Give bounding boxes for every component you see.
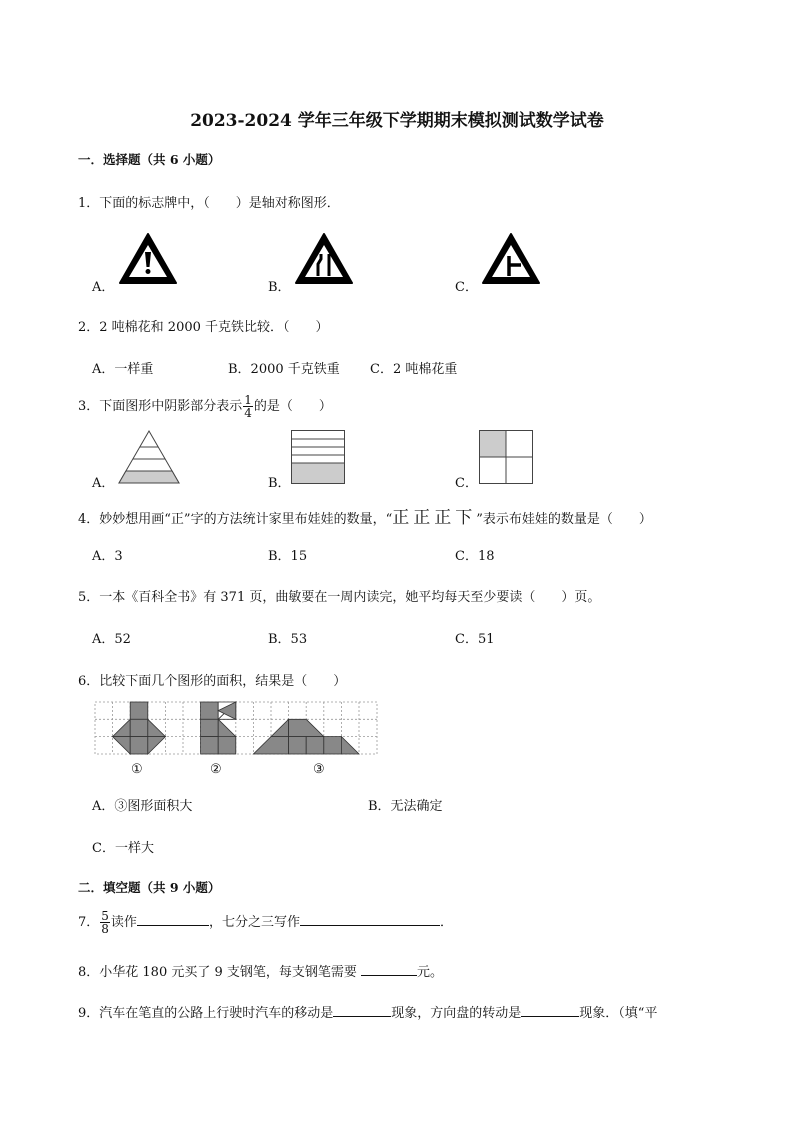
- q1-option-c-label[interactable]: C．: [455, 280, 478, 295]
- q3-fraction: [243, 394, 253, 419]
- q7-text-mid: 读作: [110, 915, 137, 930]
- q8-text-post: 元。: [417, 965, 444, 980]
- q3-triangle-figure: [118, 430, 180, 484]
- q3-option-b-label[interactable]: B．: [268, 476, 291, 491]
- q4-text-post: ”表示布娃娃的数量是（ ）: [476, 512, 652, 527]
- q3-square-grid-figure: [479, 430, 533, 484]
- page-title: 2023-2024 学年三年级下学期期末模拟测试数学试卷: [190, 111, 604, 131]
- q9-blank-2[interactable]: [521, 1003, 579, 1017]
- question-1-text: 1．下面的标志牌中，（ ）是轴对称图形．: [78, 196, 340, 211]
- q5-option-b[interactable]: B．53: [268, 632, 308, 647]
- question-4-text: [78, 503, 652, 528]
- q4-option-c[interactable]: C．18: [455, 549, 495, 564]
- q3-fraction-numerator: 1: [244, 393, 252, 407]
- q7-blank-2[interactable]: [300, 912, 440, 926]
- q3-option-a-label[interactable]: A．: [92, 476, 115, 491]
- q5-option-c[interactable]: C．51: [455, 632, 495, 647]
- q6-option-b[interactable]: B．无法确定: [368, 799, 443, 814]
- warning-sign-t-junction-icon: [481, 232, 541, 286]
- q6-grid-figures: [95, 702, 377, 754]
- q9-blank-1[interactable]: [333, 1003, 391, 1017]
- q7-blank-1[interactable]: [137, 912, 209, 926]
- q7-fraction: [100, 910, 110, 935]
- q6-figure-1-label: ①: [131, 762, 143, 777]
- question-3-text: [78, 394, 332, 419]
- question-6-text: 6．比较下面几个图形的面积，结果是（ ）: [78, 674, 347, 689]
- q9-text-mid: 现象，方向盘的转动是: [391, 1006, 522, 1021]
- q7-text-end: ．: [439, 915, 453, 930]
- q9-text-post: 现象．（填“平: [579, 1006, 658, 1021]
- question-2-text: 2．2 吨棉花和 2000 千克铁比较．（ ）: [78, 320, 329, 335]
- q6-option-a[interactable]: A．③图形面积大: [92, 799, 193, 814]
- q9-text-pre: 9．汽车在笔直的公路上行驶时汽车的移动是: [78, 1006, 334, 1021]
- question-9-text: [78, 1002, 657, 1021]
- section-heading-choice: 一．选择题（共 6 小题）: [78, 152, 221, 167]
- q1-option-a-label[interactable]: A．: [92, 280, 115, 295]
- q6-option-c[interactable]: C．一样大: [92, 841, 154, 856]
- q4-tally-marks: 正正正下: [392, 508, 477, 528]
- q3-fraction-denominator: 4: [244, 406, 252, 420]
- section-heading-fill-blank: 二．填空题（共 9 小题）: [78, 880, 221, 895]
- q3-text-pre: 3．下面图形中阴影部分表示: [78, 399, 243, 414]
- q4-text-pre: 4．妙妙想用画“正”字的方法统计家里布娃娃的数量，“: [78, 512, 393, 527]
- q7-text-mid2: ，七分之三写作: [208, 915, 300, 930]
- q8-blank[interactable]: [361, 962, 417, 976]
- q4-option-a[interactable]: A．3: [92, 549, 123, 564]
- q6-figure-2-label: ②: [210, 762, 222, 777]
- q6-figure-3-label: ③: [313, 762, 325, 777]
- q7-number: 7．: [78, 915, 100, 930]
- q8-text-pre: 8．小华花 180 元买了 9 支钢笔，每支钢笔需要: [78, 965, 362, 980]
- q5-option-a[interactable]: A．52: [92, 632, 131, 647]
- warning-sign-exclamation-icon: [118, 232, 178, 286]
- q1-option-b-label[interactable]: B．: [268, 280, 291, 295]
- q2-option-b[interactable]: B．2000 千克铁重: [228, 362, 340, 377]
- q2-option-a[interactable]: A．一样重: [92, 362, 154, 377]
- q7-fraction-numerator: 5: [101, 909, 109, 923]
- q2-option-c[interactable]: C．2 吨棉花重: [370, 362, 458, 377]
- q7-fraction-denominator: 8: [101, 922, 109, 936]
- q3-option-c-label[interactable]: C．: [455, 476, 478, 491]
- question-8-text: [78, 961, 443, 980]
- question-5-text: 5．一本《百科全书》有 371 页，曲敏要在一周内读完，她平均每天至少要读（ ）页。: [78, 590, 601, 605]
- warning-sign-road-narrows-icon: [294, 232, 354, 286]
- q3-rectangle-strips-figure: [291, 430, 345, 484]
- question-7-text: [78, 910, 453, 935]
- q3-text-post: 的是（ ）: [253, 399, 332, 414]
- q4-option-b[interactable]: B．15: [268, 549, 308, 564]
